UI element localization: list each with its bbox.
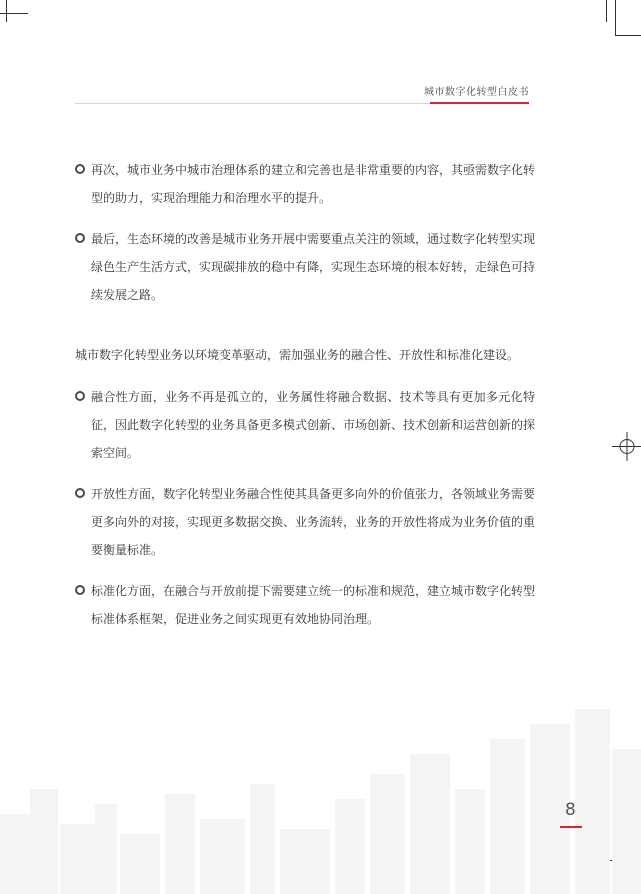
list-item [75,577,535,633]
crop-mark-top-left-h [0,13,28,14]
list-item [75,480,535,564]
bullet-circle-icon [75,488,85,498]
city-skyline-background [0,694,641,894]
page-number-underline [560,826,582,828]
bullet-circle-icon [75,164,85,174]
bullet-circle-icon [75,585,85,595]
crop-mark-top-right-h [615,35,641,36]
bullet-circle-icon [75,233,85,243]
crop-mark-top-left-v [6,0,7,22]
list-item [75,156,535,212]
list-item [75,383,535,467]
crop-mark-top-right-v2 [615,0,616,36]
list-item-text: 开放性方面，数字化转型业务融合性使其具备更多向外的价值张力，各领域业务需要更多向外的对接，实现更多数据交换、业务流转，业务的开放性将成为业务价值的重要衡量标准。 [91,487,536,557]
registration-mark-icon [612,432,641,461]
header-accent-bar [430,102,529,104]
list-item-text: 最后，生态环境的改善是城市业务开展中需要重点关注的领域，通过数字化转型实现绿色生产生活方式，实现碳排放的稳中有降，实现生态环境的根本好转，走绿色可持续发展之路。 [91,232,536,302]
body-paragraph: 城市数字化转型业务以环境变革驱动，需加强业务的融合性、开放性和标准化建设。 [75,348,520,362]
crop-mark-top-right-v1 [606,0,607,22]
list-item-text: 标准化方面，在融合与开放前提下需要建立统一的标准和规范，建立城市数字化转型标准体系框架，促进业务之间实现更有效地协同治理。 [91,584,536,626]
document-title: 城市数字化转型白皮书 [424,87,529,98]
list-item-text: 再次，城市业务中城市治理体系的建立和完善也是非常重要的内容，其亟需数字化转型的助力，实现治理能力和治理水平的提升。 [91,163,536,205]
bullet-circle-icon [75,391,85,401]
list-item [75,225,535,309]
list-item-text: 融合性方面，业务不再是孤立的，业务属性将融合数据、技术等具有更加多元化特征，因此数字化转型的业务具备更多模式创新、市场创新、技术创新和运营创新的探索空间。 [91,390,536,460]
page-number: 8 [565,800,576,820]
main-content [75,156,535,646]
